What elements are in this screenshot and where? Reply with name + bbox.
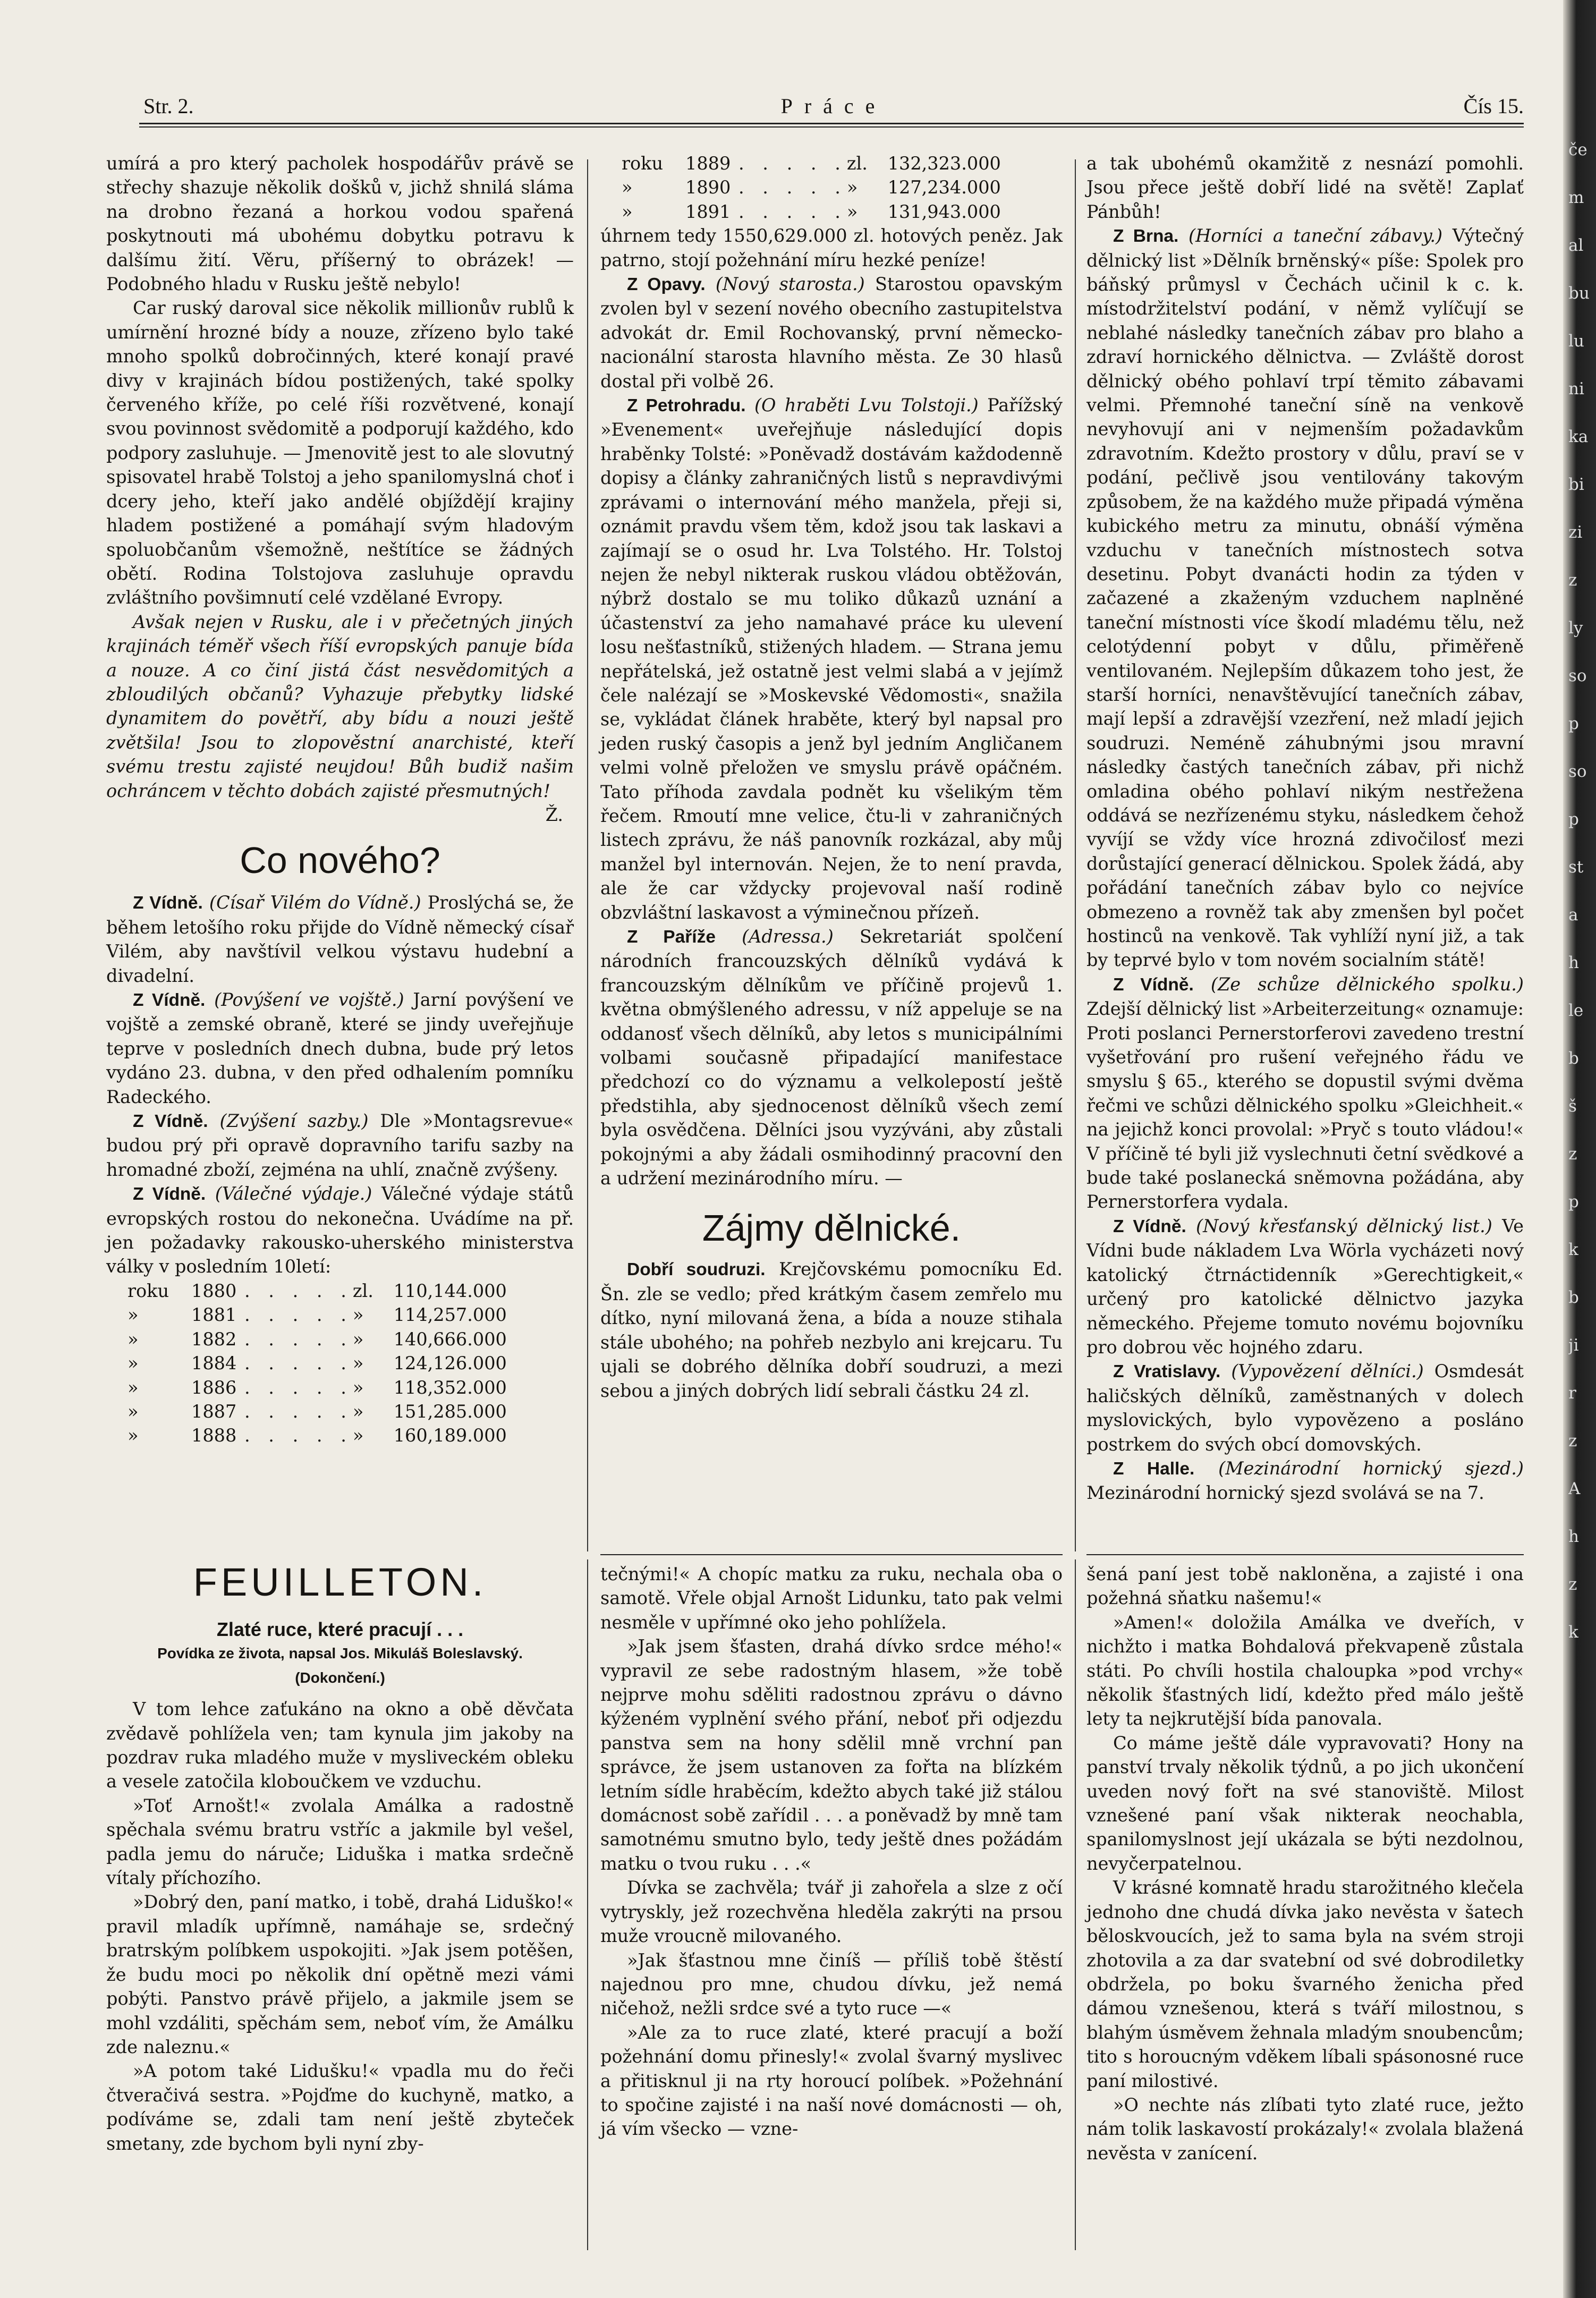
paragraph: úhrnem tedy 1550,629.000 zl. hotových peněz. Jak patrno, stojí požehnání míru hezké peníze! xyxy=(600,225,1063,270)
table-row: » 1884 . . . . . » 124,126.000 xyxy=(128,1351,507,1375)
currency: » xyxy=(352,1425,364,1446)
news-title: (Nový křesťanský dělnický list.) xyxy=(1196,1215,1492,1236)
news-title: (Povýšení ve vojště.) xyxy=(214,989,404,1010)
edge-fragment: b xyxy=(1568,1288,1579,1307)
year: 1889 xyxy=(685,153,731,174)
news-place: Z Paříže xyxy=(627,927,716,947)
column-3 xyxy=(1086,151,1524,1505)
news-text: Válečné výdaje států evropských rostou do nekonečna. Uvádíme na př. jen požadavky rakousko-uherského ministerstva války v posledním 10letí: xyxy=(106,1183,574,1277)
news-item xyxy=(600,272,1063,393)
feuilleton-column-1 xyxy=(106,1557,574,2156)
paragraph: »Ale za to ruce zlaté, které pracují a boží požehnání domu přinesly!« zvolal švarný myslivec a přitisknul ji na rty horoucí políbek. »Požehnání to spočine zajisté i na naší nové domácnosti — oh, já vím všecko — vzne- xyxy=(600,2022,1063,2140)
edge-fragment: b xyxy=(1568,1049,1579,1068)
row-label: » xyxy=(622,177,633,198)
paragraph: umírá a pro který pacholek hospodářův právě se střechy shazuje několik došků v, jichž shnilá sláma na drobno řezaná a horkou vodou spařená poskytnouti má ubohému dobytku potravu k dalšímu žití. Věru, příšerný to obrázek! — Podobného hladu v Rusku ještě nebylo! xyxy=(106,153,574,295)
edge-fragment: lu xyxy=(1568,332,1584,351)
year: 1886 xyxy=(191,1377,237,1398)
paragraph: Avšak nejen v Rusku, ale i v přečetných jiných krajinách téměř všech říší evropských panuje bída a nouze. A co činí jistá část nesvědomitých a zbloudilých občanů? Vyhazuje přebytky lidské dynamitem do povětří, aby bídu a nouzi ještě zvětšila! Jsou to zlopověstní anarchisté, kteří svému trestu zajisté neujdou! Bůh budiž našim ochráncem v těchto dobách zajisté přesmutných! xyxy=(106,611,574,801)
issue-number: Čís 15. xyxy=(1463,94,1524,118)
news-title: (Nový starosta.) xyxy=(715,274,865,295)
edge-fragment: bu xyxy=(1568,284,1590,303)
feuilleton-column-2 xyxy=(600,1562,1063,2141)
amount: 127,234.000 xyxy=(887,177,1001,198)
edge-fragment: p xyxy=(1568,1192,1579,1211)
edge-fragment: so xyxy=(1568,666,1587,685)
edge-fragment: h xyxy=(1568,953,1579,972)
year: 1891 xyxy=(685,201,731,222)
edge-fragment: k xyxy=(1568,1623,1578,1642)
edge-fragment: ly xyxy=(1568,618,1583,638)
news-text: Osmdesát haličských dělníků, zaměstnaných v dolech myslovických, bylo vypovězeno a posláno postrkem do svých obcí domovských. xyxy=(1086,1361,1524,1455)
news-item xyxy=(1086,1214,1524,1359)
news-item xyxy=(600,925,1063,1190)
news-item xyxy=(106,988,574,1109)
row-label: » xyxy=(128,1304,139,1326)
header-rule xyxy=(139,123,1524,124)
amount: 140,666.000 xyxy=(393,1328,507,1350)
column-divider-2 xyxy=(1075,159,1076,1551)
news-item xyxy=(1086,972,1524,1214)
table-row: » 1887 . . . . . » 151,285.000 xyxy=(128,1400,507,1423)
newspaper-title: Práce xyxy=(780,94,887,118)
edge-fragment: z xyxy=(1568,571,1577,590)
paragraph: a tak ubohémů okamžitě z nesnází pomohli. Jsou přece ještě dobří lidé na světě! Zaplať Pánbůh! xyxy=(1086,153,1524,222)
year: 1881 xyxy=(191,1304,237,1326)
paragraph: V tom lehce zaťukáno na okno a obě děvčata zvědavě pohlížela ven; tam kynula jim jakoby na pozdrav ruka mladého muže v mysliveckém obleku a vesele zatočila kloboučkem ve vzduchu. xyxy=(106,1699,574,1792)
paragraph: V krásné komnatě hradu starožitného klečela jednoho dne chudá dívka jako nevěsta v šatech běloskvoucích, jež to sama byla na svém stroji zhotovila a za dar svatební od své dobrodiletky obdržela, po boku švarného ženicha před dámou vznešenou, která s tváří milostnou, s blahým úsměvem žehnala mladým snoubencům; tito s horoucným vděkem líbali spásonosné ruce paní milostivé. xyxy=(1086,1877,1524,2091)
column-divider-4 xyxy=(1075,1559,1076,2250)
news-title: (Zvýšení sazby.) xyxy=(219,1110,369,1132)
currency: » xyxy=(352,1328,364,1350)
news-item xyxy=(1086,1456,1524,1505)
year: 1882 xyxy=(191,1328,237,1350)
paragraph: Co máme ještě dále vypravovati? Hony na panství trvaly několik týdnů, a po jich ukončení uveden nový fořt na své stanoviště. Milost vznešené paní však nikterak neochabla, spanilomyslnost její ukázala se býti nezdolnou, nevyčerpatelnou. xyxy=(1086,1732,1524,1874)
news-text: Starostou opavským zvolen byl v sezení nového obecního zastupitelstva advokát dr. Emil Rochovanský, první německo-nacionální starosta hlavního města. Ze 30 hlasů dostal při volbě 26. xyxy=(600,274,1063,392)
currency: » xyxy=(846,177,858,198)
table-row: » 1886 . . . . . » 118,352.000 xyxy=(128,1376,507,1400)
war-expenses-table-cont xyxy=(622,151,1001,224)
news-text: Mezinárodní hornický sjezd svolává se na 7. xyxy=(1086,1482,1484,1504)
news-text: Pařížský »Evenement« uveřejňuje následující dopis hraběnky Tolsté: »Poněvadž dostávám každodenně dopisy a články zahraničných listů s nepravdivými zprávami o internování mého manžela, přeji si, oznámit pravdu všem těm, kdož jsou tak laskavi a zajímají se o osud hr. Lva Tolstého. Hr. Tolstoj nejen že nebyl nikterak ruskou vládou obtěžován, nýbrž dostalo se mu toliko důkazů uznání a účastenství za jeho namahavé práce ku ulevení losu nešťastníků, stižených hladem. — Strana jemu nepřátelská, jež ostatně jest velmi slabá a v jejímž čele nalézají se »Moskevské Vědomosti«, snažila se, vykládat článek hraběte, který byl napsal pro jeden ruský časopis a jenž byl jedním Angličanem velmi volně přeložen ve smyslu právě opáčném. Tato příhoda zavdala podnět ku všelikým těm řečem. Rmoutí mne velice, čtu-li v zahraničných listech zprávu, že náš panovník rozkázal, aby můj manžel byl internován. Nejen, že to není pravda, ale že car vždycky projevoval naší rodině obzvláštní laskavost a výminečnou přízeň. xyxy=(600,395,1063,923)
edge-fragment: st xyxy=(1568,858,1584,877)
section-heading-news: Co nového? xyxy=(240,840,440,881)
edge-fragment: z xyxy=(1568,1144,1577,1164)
feuilleton-column-3 xyxy=(1086,1562,1524,2165)
paragraph: »Dobrý den, paní matko, i tobě, drahá Liduško!« pravil mladík upřímně, namáhaje se, srdečný bratrským políbkem uspokojiti. »Jak jsem potěšen, že budu moci po několik dní opětně mezi vámi pobýti. Panstvo právě přijelo, a jakmile jsem se mohl vzdáliti, spěchám sem, neboť vím, že Amálku zde naleznu.« xyxy=(106,1892,574,2057)
news-text: Výtečný dělnický list »Dělník brněnský« píše: Spolek pro báňský průmysl v Čechách učinil k c. k. místodržitelství podání, v němž vylíčují se neblahé následky tanečních zábav pro blaho a zdraví hornického dělnictva. — Zvláště dorost dělnický obého pohlaví trpí těmito zábavami velmi. Přemnohé taneční síně na venkově nevyhovují ani v nejmenším požadavkům zdravotním. Kdežto prostory v důlu, praví se v podání, pečlivě jsou ventilovány takovým způsobem, že na každého muže připadá výměna kubického metru za minutu, obnáší výměna vzduchu v tanečních místnostech sotva desetinu. Pobyt dvanácti hodin za týden v začazené a zkaženým vzduchem naplněné taneční místnosti více škodí mladému tělu, než celotýdenní pobyt v důlu, přiměřeně ventilovaném. Nejlepším důkazem toho jest, že starší horníci, nenavštěvující tanečních zábav, mají lepší a zdravější vzezření, než mladí jejich soudruzi. Neméně záhubnými jsou mravní následky častých tanečních zábav, při nichž omladina obého pohlaví nikým nestřežena oddává se nezřízenému styku, následkem čehož vyvíjí se vždy více hrozná zdivočilosť mezi dorůstající generací dělnickou. Spolek žádá, aby pořádání tanečních zábav bylo co nejvíce obmezeno a rovněž tak aby zmenšen byl počet hostinců na venkově. Tak vyhlíží nyní již, a tak by teprvé bylo v tom novém socialním státě! xyxy=(1086,225,1524,971)
paragraph: šená paní jest tobě nakloněna, a zajisté i ona požehná sňatku našemu!« xyxy=(1086,1564,1524,1609)
story-title: Zlaté ruce, které pracují . . . xyxy=(216,1618,464,1640)
news-title: (Císař Vilém do Vídně.) xyxy=(209,892,421,913)
paragraph: »Jak šťastnou mne činíš — příliš tobě štěstí najednou pro mne, chudou dívku, jež nemá ničehož, nežli srdce své a tyto ruce —« xyxy=(600,1949,1063,2019)
news-item xyxy=(106,1109,574,1182)
news-title: (Ze schůze dělnického spolku.) xyxy=(1210,973,1524,995)
year: 1888 xyxy=(191,1425,237,1446)
currency: » xyxy=(352,1304,364,1326)
currency: » xyxy=(846,201,858,222)
edge-fragment: ni xyxy=(1568,379,1584,398)
amount: 131,943.000 xyxy=(887,201,1001,222)
news-place: Z Vídně. xyxy=(1113,1216,1186,1236)
news-place: Z Vídně. xyxy=(133,893,203,913)
edge-fragment: z xyxy=(1568,1431,1577,1451)
edge-fragment: a xyxy=(1568,905,1578,925)
amount: 151,285.000 xyxy=(393,1401,507,1422)
news-title: (O hraběti Lvu Tolstoji.) xyxy=(754,395,979,416)
news-place: Z Opavy. xyxy=(627,275,706,295)
news-item xyxy=(106,891,574,988)
year: 1884 xyxy=(191,1353,237,1374)
row-label: » xyxy=(128,1353,139,1374)
story-subtitle: Povídka ze života, napsal Jos. Mikuláš Boleslavský. xyxy=(157,1645,523,1662)
news-place: Z Halle. xyxy=(1113,1458,1195,1479)
edge-fragment: h xyxy=(1568,1527,1579,1546)
news-text: Ve Vídni bude nákladem Lva Wörla vycházeti nový katolický čtrnáctidenník »Gerechtigkeit,« určený pro katolické dělnictvo jazyka německého. Přejeme tomuto novému bojovníku pro dobrou věc hojného zdaru. xyxy=(1086,1215,1524,1358)
edge-fragment: ka xyxy=(1568,427,1589,446)
currency: zl. xyxy=(352,1280,373,1301)
news-text: Proslýchá se, že během letošího roku přijde do Vídně německý císař Vilém, aby navštívil velkou výstavu hudební a divadelní. xyxy=(106,892,574,986)
currency: » xyxy=(352,1401,364,1422)
edge-fragment: če xyxy=(1568,140,1587,159)
table-row: » 1882 . . . . . » 140,666.000 xyxy=(128,1327,507,1351)
edge-fragment: A xyxy=(1568,1479,1581,1498)
edge-fragment: k xyxy=(1568,1240,1578,1259)
edge-fragment: ji xyxy=(1568,1336,1579,1355)
page-number: Str. 2. xyxy=(143,94,194,118)
column-1 xyxy=(106,151,574,1448)
news-text: Zdejší dělnický list »Arbeiterzeitung« oznamuje: Proti poslanci Pernerstorferovi zavedeno trestní vyšetřování pro rušení veřejného řádu ve smyslu § 65., kterého se dopustil svými dvěma řečmi ve schůzi dělnického spolku »Gleichheit.« na jejichž konci provolal: »Pryč s touto vládou!« V příčině té byli již vyslechnuti četní svědkové a bude také poslanecká sněmovna požádána, aby Pernerstorfera vydala. xyxy=(1086,998,1524,1212)
news-text: Dle »Montagsrevue« budou prý při opravě dopravního tarifu sazby na hromadné zboží, zejména na uhlí, značně zvýšeny. xyxy=(106,1110,574,1180)
news-item xyxy=(1086,224,1524,972)
currency: » xyxy=(352,1377,364,1398)
table-row: » 1888 . . . . . » 160,189.000 xyxy=(128,1423,507,1447)
row-label: » xyxy=(128,1401,139,1422)
news-title: (Adressa.) xyxy=(742,926,834,947)
news-item xyxy=(600,1257,1063,1402)
news-place: Z Vratislavy. xyxy=(1113,1362,1221,1382)
row-label: » xyxy=(128,1425,139,1446)
edge-fragment: zi xyxy=(1568,523,1583,542)
currency: » xyxy=(352,1353,364,1374)
news-text: Jarní povýšení ve vojště a zemské obraně, které se jindy uveřejňuje teprve v posledních dnech dubna, bude prý letos vydáno 23. dubna, v den před odhalením pomníku Radeckého. xyxy=(106,989,574,1107)
edge-fragment: r xyxy=(1568,1384,1576,1403)
section-rule-mid xyxy=(600,1554,1063,1555)
edge-fragment: z xyxy=(1568,1575,1577,1594)
signature: Ž. xyxy=(545,804,563,825)
edge-fragment: so xyxy=(1568,762,1587,781)
edge-fragment: š xyxy=(1568,1097,1577,1116)
paragraph: Car ruský daroval sice několik millionův rublů k umírnění hrozné bídy a nouze, zřízeno bylo také mnoho spolků dobročinných, které konají pravé divy v krajinách bídou postižených, také spolky červeného kříže, po celé říši rozvětvené, konají svou povinnost svědomitě a podporují každého, kdo podpory zasluhuje. — Jmenovitě jest to ale slovutný spisovatel hrabě Tolstoj a jeho spanilomyslná choť i dcery jeho, kteří jako andělé objíždějí krajiny hladem postižené a pomáhají svým hladovým spoluobčanům všemožně, neštítíce se žádných obětí. Rodina Tolstojova zasluhuje opravdu zvláštního povšimnutí celé vzdělané Evropy. xyxy=(106,298,574,608)
paragraph: Dívka se zachvěla; tvář ji zahořela a slze z očí vytryskly, jež rozechvěna hleděla zakrýti na prsou muže vroucně milovaného. xyxy=(600,1877,1063,1947)
news-place: Z Vídně. xyxy=(133,990,206,1010)
row-label: » xyxy=(128,1328,139,1350)
edge-fragment: m xyxy=(1568,188,1584,207)
row-label: » xyxy=(622,201,633,222)
table-row: roku 1889 . . . . . zl. 132,323.000 xyxy=(622,151,1001,175)
section-rule-right xyxy=(1086,1554,1524,1555)
news-title: (Válečné výdaje.) xyxy=(215,1183,372,1205)
amount: 118,352.000 xyxy=(393,1377,507,1398)
edge-fragment: al xyxy=(1568,236,1584,255)
column-2 xyxy=(600,151,1063,1403)
table-row: roku 1880 . . . . . zl. 110,144.000 xyxy=(128,1279,507,1303)
news-item xyxy=(106,1182,574,1279)
news-title: (Mezinárodní hornický sjezd.) xyxy=(1218,1457,1524,1479)
story-continuation: (Dokončení.) xyxy=(295,1669,385,1686)
row-label: roku xyxy=(128,1280,169,1301)
amount: 160,189.000 xyxy=(393,1425,507,1446)
section-heading-workers: Zájmy dělnické. xyxy=(702,1207,961,1249)
adjacent-page-text xyxy=(1568,138,1590,1668)
edge-fragment: p xyxy=(1568,714,1579,733)
edge-fragment: bi xyxy=(1568,475,1584,494)
paragraph: »A potom také Lidušku!« vpadla mu do řeči čtveračivá sestra. »Pojďme do kuchyně, matko, a podíváme se, zdali tam není ještě zbyteček smetany, zde bychom byli nyní zby- xyxy=(106,2060,574,2154)
currency: zl. xyxy=(846,153,868,174)
edge-fragment: le xyxy=(1568,1001,1584,1020)
amount: 114,257.000 xyxy=(393,1304,507,1326)
news-place: Z Vídně. xyxy=(1113,974,1194,995)
news-item xyxy=(600,393,1063,925)
amount: 124,126.000 xyxy=(393,1353,507,1374)
paragraph: »Amen!« doložila Amálka ve dveřích, v nichžto i matka Bohdalová překvapeně zůstala státi. Po chvíli hostila chaloupka »pod vrchy« několik šťastných lidí, kdežto před málo ještě lety ta nejkrutější bída panovala. xyxy=(1086,1612,1524,1729)
column-divider-3 xyxy=(587,1559,588,2250)
news-title: (Horníci a taneční zábavy.) xyxy=(1188,225,1443,247)
news-place: Z Petrohradu. xyxy=(627,396,746,416)
table-row: » 1891 . . . . . » 131,943.000 xyxy=(622,200,1001,224)
year: 1887 xyxy=(191,1401,237,1422)
paragraph: tečnými!« A chopíc matku za ruku, nechala oba o samotě. Vřele objal Arnošt Lidunku, tato pak velmi nesměle v upřímné oko jeho pohlížela. xyxy=(600,1564,1063,1633)
row-label: » xyxy=(128,1377,139,1398)
edge-fragment: p xyxy=(1568,810,1579,829)
news-place: Z Vídně. xyxy=(133,1112,208,1132)
news-item xyxy=(1086,1359,1524,1456)
table-row: » 1881 . . . . . » 114,257.000 xyxy=(128,1303,507,1327)
year: 1880 xyxy=(191,1280,237,1301)
news-title: (Vypovězení dělníci.) xyxy=(1231,1361,1424,1382)
paragraph: »O nechte nás zlíbati tyto zlaté ruce, ježto nám tolik laskavostí prokázaly!« zvolala blažená nevěsta v zanícení. xyxy=(1086,2094,1524,2164)
paragraph: »Toť Arnošt!« zvolala Amálka a radostně spěchala svému bratru vstříc a jakmile byl vešel, padla jemu do náruče; Liduška i matka srdečně vítaly příchozího. xyxy=(106,1795,574,1889)
news-place: Z Brna. xyxy=(1113,226,1179,247)
table-row: » 1890 . . . . . » 127,234.000 xyxy=(622,175,1001,199)
header-rule-thin xyxy=(139,126,1524,128)
column-divider-1 xyxy=(587,159,588,1551)
news-text: Krejčovskému pomocníku Ed. Šn. zle se vedlo; před krátkým časem zemřelo mu dítko, nyní milovaná žena, a bída a nouze stihala stále ubohého; na pohřeb nezbylo ani krejcaru. Tu ujali se dobrého dělníka dobří soudruzi, a mezi sebou a jiných dobrých lidí sebrali částku 24 zl. xyxy=(600,1259,1063,1401)
year: 1890 xyxy=(685,177,731,198)
amount: 132,323.000 xyxy=(887,153,1001,174)
row-label: roku xyxy=(622,153,664,174)
page-header xyxy=(143,94,1524,120)
news-title: Dobří soudruzi. xyxy=(627,1260,766,1280)
paragraph: »Jak jsem šťasten, drahá dívko srdce mého!« vypravil ze sebe radostným hlasem, »že tobě nejprve mohu sděliti radostnou zprávu o dávno kýženém vyplnění svého přání, neboť při odjezdu panstva sem na hony sdělil mně vrchní pan správce, že jsem ustanoven za fořta na blízkém letním sídle hraběcím, kdežto abych také již stálou domácnost sobě zařídil . . . a poněvadž by mně tam samotnému smutno bylo, tedy ještě dnes požádám matku o tvou ruku . . .« xyxy=(600,1636,1063,1874)
news-place: Z Vídně. xyxy=(133,1184,206,1205)
amount: 110,144.000 xyxy=(393,1280,507,1301)
news-text: Sekretariát spolčení národních francouzských dělníků vydává k francouzským dělníkům ve příčině projevů 1. května obmýšleného adressu, v níž appeluje se na oddanosť všech dělníků, aby letos s municipálními volbami současně připadající manifestace předchozí co do významu a velkolepostí ještě předstihla, aby sjednocenost dělníků všech zemí byla osvědčena. Dělníci jsou vyzýváni, aby zůstali pokojnými a aby žádali osmihodinný pracovní den a udržení mezinárodního míru. — xyxy=(600,926,1063,1189)
war-expenses-table xyxy=(128,1279,507,1448)
feuilleton-banner: FEUILLETON. xyxy=(193,1560,487,1604)
